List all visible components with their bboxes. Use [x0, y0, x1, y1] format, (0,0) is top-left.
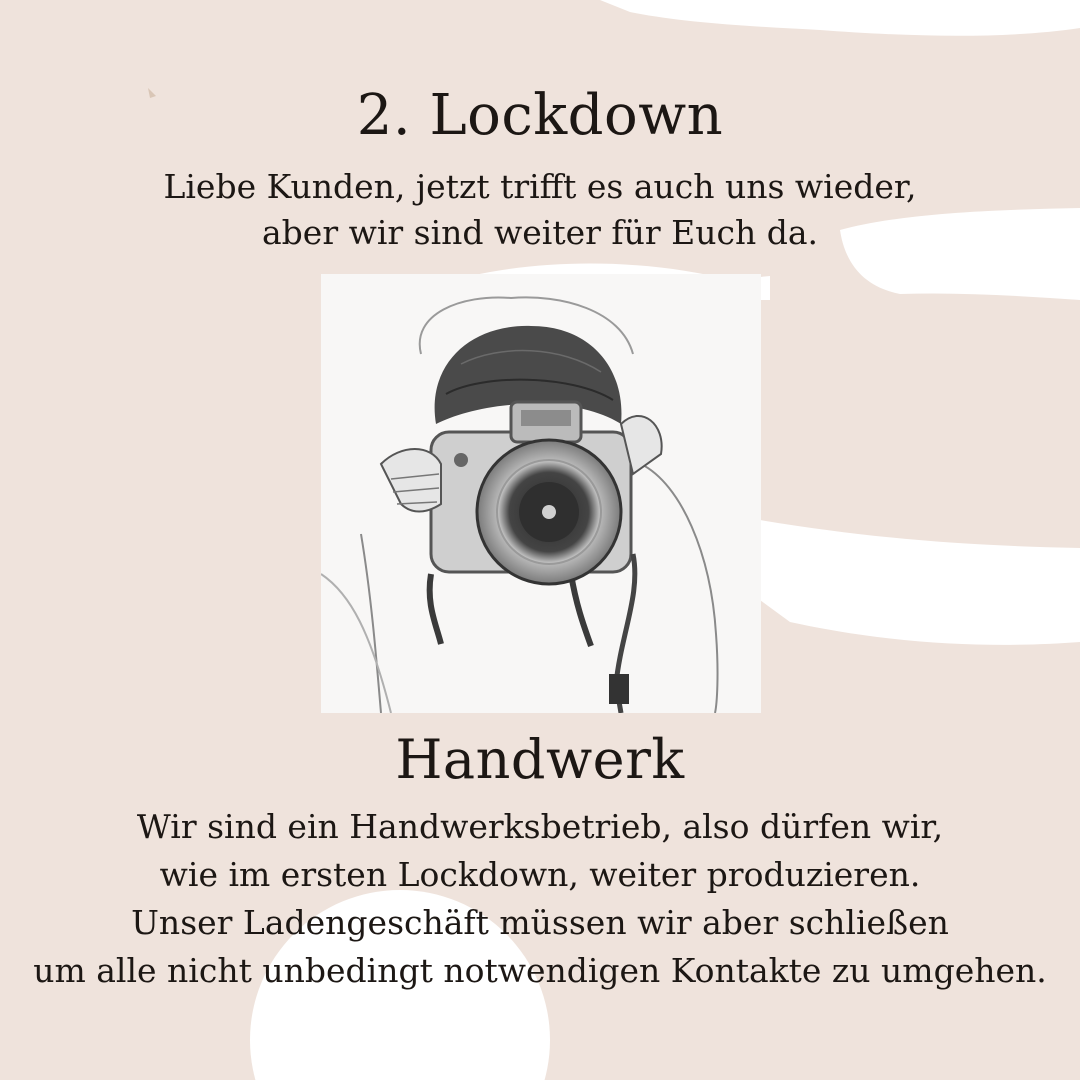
section-text	[0, 803, 1080, 995]
section-line: um alle nicht unbedingt notwendigen Kontakte zu umgehen.	[33, 951, 1047, 990]
section-line: wie im ersten Lockdown, weiter produzieren.	[159, 855, 921, 894]
intro-text	[0, 164, 1080, 256]
intro-line: Liebe Kunden, jetzt trifft es auch uns wieder,	[163, 167, 917, 206]
section-line: Wir sind ein Handwerksbetrieb, also dürfen wir,	[136, 807, 944, 846]
right-brush-stroke-lower	[760, 520, 1080, 645]
intro-line: aber wir sind weiter für Euch da.	[262, 213, 818, 252]
pencil-sketch-photographer-with-camera-icon	[321, 274, 761, 713]
top-brush-stroke	[600, 0, 1080, 36]
page-title: 2. Lockdown	[356, 83, 724, 148]
section-title: Handwerk	[395, 728, 685, 791]
section-line: Unser Ladengeschäft müssen wir aber schließen	[131, 903, 949, 942]
photographer-sketch-image	[321, 274, 761, 713]
